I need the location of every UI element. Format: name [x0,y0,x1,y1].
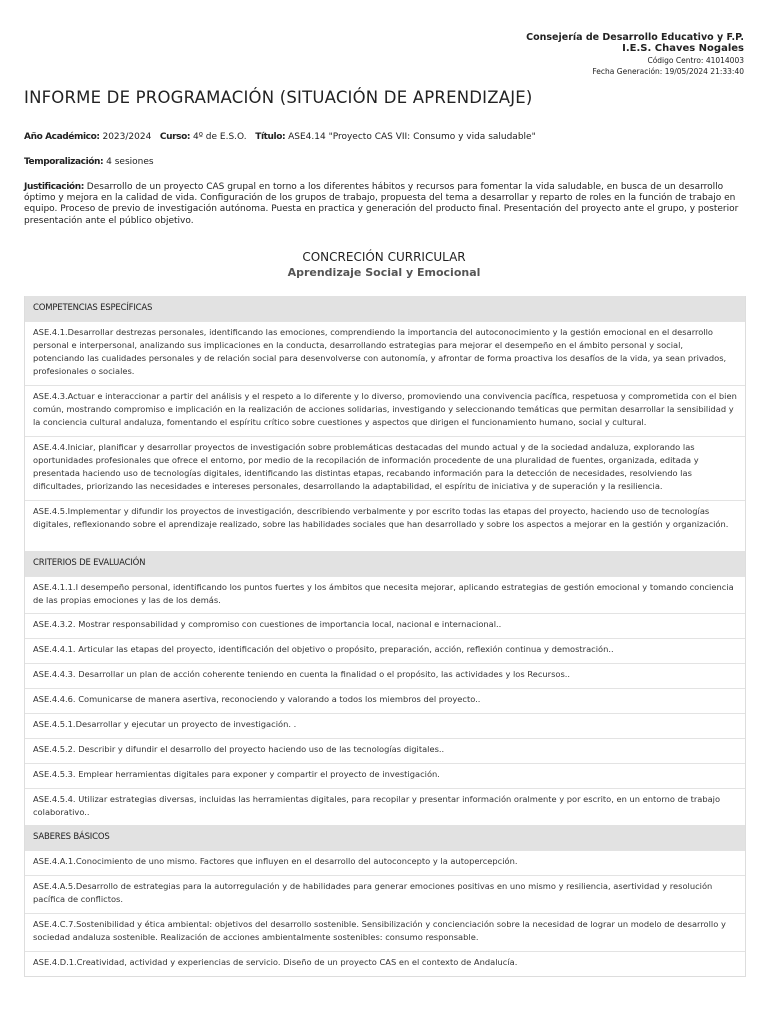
table-row: ASE.4.5.Implementar y difundir los proyectos de investigación, describiendo verbalmente y por escrito todas las etapas del proyecto, haciendo uso de tecnologías digitales, reflexionando sobre el aprendizaje realizado, sobre las habilidades sociales que han desarrollado y sobre los aspectos a mejorar en la gestión y organización. [25,500,745,551]
table-row: ASE.4.5.3. Emplear herramientas digitales para exponer y compartir el proyecto de investigación. [25,763,745,788]
justification-text: Desarrollo de un proyecto CAS grupal en torno a los diferentes hábitos y recursos para fomentar la vida saludable, en busca de un desarrollo óptimo y mejora en la calidad de vida. Configuración de los grupos de trabajo, propuesta del tema a desarrollar y reparto de roles en la función de trabajo en equipo. Proceso de previo de investigación autónoma. Puesta en practica y generación del producto final. Presentación del proyecto ante el grupo, y posterior presentación ante el público objetivo. [24,182,739,226]
document-header [526,32,744,77]
table-row: ASE.4.3.Actuar e interaccionar a partir del análisis y el respeto a lo diferente y lo diverso, promoviendo una convivencia pacífica, respetuosa y comprometida con el bien común, mostrando compromiso e implicación en la realización de acciones solidarias, investigando y seleccionando temáticas que permitan desarrollar la sensibilidad y la conciencia cultural andaluza, fomentando el espíritu crítico sobre cuestiones y aspectos que dirigen el funcionamiento humano, social y cultural. [25,385,745,436]
academic-year-value: 2023/2024 [102,132,152,142]
table-row: ASE.4.4.3. Desarrollar un plan de acción coherente teniendo en cuenta la finalidad o el propósito, las actividades y los Recursos.. [25,663,745,688]
section-header-competencias: COMPETENCIAS ESPECÍFICAS [25,296,745,321]
table-row: ASE.4.1.Desarrollar destrezas personales, identificando las emociones, comprendiendo la importancia del autoconocimiento y la gestión emocional en el desarrollo personal e interpersonal, analizando sus implicaciones en la conducta, desarrollando estrategias para mejorar el desempeño en el ámbito personal y social, potenciando las cualidades personales y de relación social para desenvolverse con autonomía, y afrontar de forma proactiva los desafíos de la vida, ya sean privados, profesionales o sociales. [25,321,745,385]
school-code: Código Centro: 41014003 [647,56,744,65]
course-value: 4º de E.S.O. [192,132,247,142]
table-row: ASE.4.5.4. Utilizar estrategias diversas, incluidas las herramientas digitales, para recopilar y presentar información oralmente y por escrito, en un entorno de trabajo colaborativo.. [25,788,745,825]
consejeria-name: Consejería de Desarrollo Educativo y F.P. [526,32,744,43]
curriculum-table [24,296,746,977]
course-label: Curso: [159,132,191,142]
section-header-criterios: CRITERIOS DE EVALUACIÓN [25,551,745,576]
academic-year-label: Año Académico: [24,132,100,142]
timing-label: Temporalización: [24,157,104,167]
timing-line [24,157,154,167]
generation-date: Fecha Generación: 19/05/2024 21:33:40 [592,67,744,76]
justification [24,182,740,227]
table-row: ASE.4.5.2. Describir y difundir el desarrollo del proyecto haciendo uso de las tecnologías digitales.. [25,738,745,763]
table-row: ASE.4.A.5.Desarrollo de estrategias para la autorregulación y de habilidades para generar emociones positivas en uno mismo y resiliencia, asertividad y resolución pacífica de conflictos. [25,875,745,913]
table-row: ASE.4.A.1.Conocimiento de uno mismo. Factores que influyen en el desarrollo del autoconcepto y la autopercepción. [25,850,745,875]
section-header-saberes: SABERES BÁSICOS [25,825,745,850]
table-row: ASE.4.4.Iniciar, planificar y desarrollar proyectos de investigación sobre problemáticas destacadas del mundo actual y de la sociedad andaluza, explorando las oportunidades profesionales que ofrece el entorno, por medio de la recopilación de información procedente de una pluralidad de fuentes, organizada, editada y presentada haciendo uso de tecnologías digitales, identificando las distintas etapas, recabando información para la detección de necesidades, resolviendo las dificultades, priorizando las necesidades e intereses personales, desarrollando la adaptabilidad, el espíritu de iniciativa y de superación y la resiliencia. [25,436,745,500]
subject-subtitle: Aprendizaje Social y Emocional [287,266,481,279]
table-row: ASE.4.5.1.Desarrollar y ejecutar un proyecto de investigación. . [25,713,745,738]
table-row: ASE.4.1.1.I desempeño personal, identificando los puntos fuertes y los ámbitos que necesita mejorar, aplicando estrategias de gestión emocional y tomando conciencia de las propias emociones y las de los demás. [25,576,745,613]
table-row: ASE.4.C.7.Sostenibilidad y ética ambiental: objetivos del desarrollo sostenible. Sensibilización y concienciación sobre la necesidad de lograr un modelo de desarrollo y sociedad andaluza sostenible. Realización de acciones ambientalmente sostenibles: consumo responsable. [25,913,745,951]
justification-label: Justificación: [24,182,84,192]
title-value: ASE4.14 "Proyecto CAS VII: Consumo y vida saludable" [288,132,536,142]
school-name: I.E.S. Chaves Nogales [622,43,744,54]
timing-value: 4 sesiones [106,157,154,167]
course-info-line [24,132,536,142]
report-title: INFORME DE PROGRAMACIÓN (SITUACIÓN DE APRENDIZAJE) [24,88,533,107]
table-row: ASE.4.3.2. Mostrar responsabilidad y compromiso con cuestiones de importancia local, nacional e internacional.. [25,613,745,638]
title-label: Título: [255,132,286,142]
table-row: ASE.4.D.1.Creatividad, actividad y experiencias de servicio. Diseño de un proyecto CAS en el contexto de Andalucía. [25,951,745,976]
table-row: ASE.4.4.1. Articular las etapas del proyecto, identificación del objetivo o propósito, preparación, acción, reflexión continua y demostración.. [25,638,745,663]
curricular-heading: CONCRECIÓN CURRICULAR [302,250,466,264]
table-row: ASE.4.4.6. Comunicarse de manera asertiva, reconociendo y valorando a todos los miembros del proyecto.. [25,688,745,713]
